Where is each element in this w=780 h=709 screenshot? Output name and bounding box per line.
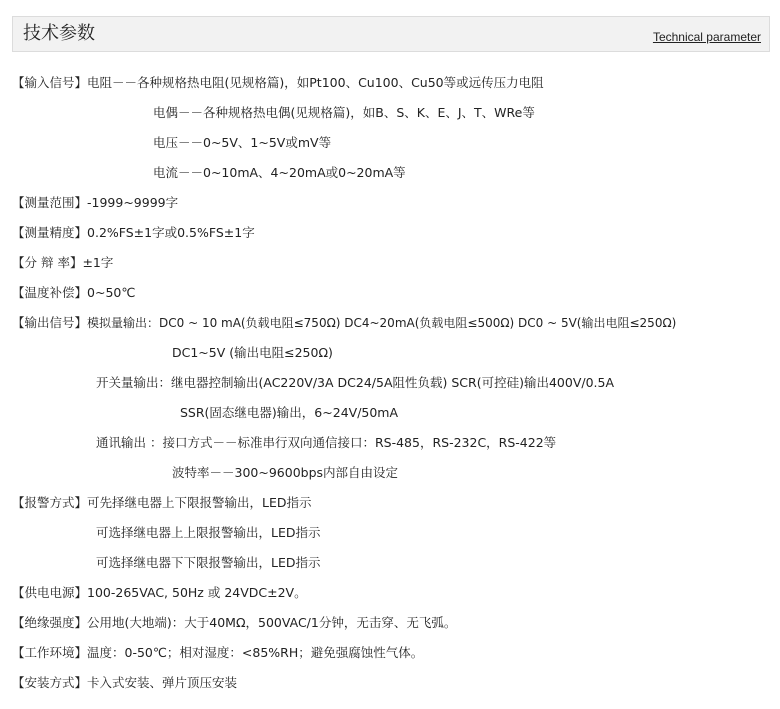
param-label: 【工作环境】 [12, 645, 88, 660]
param-line: 电流－－0~10mA、4~20mA或0~20mA等 [153, 165, 406, 180]
param-value: 可先择继电器上下限报警输出，LED指示 [87, 495, 312, 510]
param-line: 电压－－0~5V、1~5V或mV等 [153, 135, 332, 150]
param-label: 【绝缘强度】 [12, 615, 88, 630]
param-line: 开关量输出：继电器控制输出(AC220V/3A DC24/5A阻性负载) SCR(可控硅)输出400V/0.5A [96, 375, 615, 390]
param-line: DC1~5V (输出电阻≤250Ω) [172, 345, 333, 360]
param-row-power-supply [12, 583, 307, 603]
param-line: 波特率－－300~9600bps内部自由设定 [172, 465, 399, 480]
param-value: 电阻－－各种规格热电阻(见规格篇)，如Pt100、Cu100、Cu50等或远传压力电阻 [87, 75, 544, 90]
technical-parameter-link[interactable]: Technical parameter [652, 30, 761, 44]
param-line: 可选择继电器下下限报警输出，LED指示 [96, 555, 321, 570]
param-line: 通讯输出 ：接口方式－－标准串行双向通信接口：RS-485，RS-232C，RS-422等 [96, 435, 557, 450]
param-row-insulation [12, 613, 456, 633]
section-title: 技术参数 [23, 23, 95, 44]
param-label: 【温度补偿】 [12, 285, 88, 300]
param-value: 100-265VAC, 50Hz 或 24VDC±2V。 [87, 585, 307, 600]
param-label: 【测量精度】 [12, 225, 88, 240]
param-value: 0~50℃ [87, 285, 136, 300]
param-label: 【测量范围】 [12, 195, 88, 210]
param-label: 【报警方式】 [12, 495, 88, 510]
param-value: 0.2%FS±1字或0.5%FS±1字 [87, 225, 255, 240]
param-row-environment [12, 643, 423, 663]
param-value: ±1字 [82, 255, 114, 270]
param-row-temp-compensation [12, 283, 135, 303]
param-value: 模拟量输出：DC0 ~ 10 mA(负载电阻≤750Ω) DC4~20mA(负载电阻≤500Ω) DC0 ~ 5V(输出电阻≤250Ω) [87, 316, 677, 330]
param-value: 温度：0-50℃；相对湿度：<85%RH；避免强腐蚀性气体。 [87, 645, 424, 660]
param-row-installation [12, 673, 237, 693]
param-row-output-signal [12, 313, 676, 333]
param-line: SSR(固态继电器)输出，6~24V/50mA [180, 405, 399, 420]
param-row-input-signal [12, 73, 544, 93]
param-label: 【分 辩 率】 [12, 255, 83, 270]
param-value: 公用地(大地端)：大于40MΩ，500VAC/1分钟，无击穿、无飞弧。 [87, 615, 457, 630]
param-line: 可选择继电器上上限报警输出，LED指示 [96, 525, 321, 540]
param-row-measure-range [12, 193, 178, 213]
section-header [12, 16, 770, 52]
param-label: 【供电电源】 [12, 585, 88, 600]
param-row-accuracy [12, 223, 255, 243]
param-value: 卡入式安装、弹片顶压安装 [87, 675, 238, 690]
param-value: -1999~9999字 [87, 195, 179, 210]
param-label: 【安装方式】 [12, 675, 88, 690]
param-row-alarm-mode [12, 493, 312, 513]
param-label: 【输出信号】 [12, 315, 88, 330]
param-row-resolution [12, 253, 113, 273]
param-line: 电偶－－各种规格热电偶(见规格篇)，如B、S、K、E、J、T、WRe等 [153, 105, 535, 120]
param-label: 【输入信号】 [12, 75, 88, 90]
